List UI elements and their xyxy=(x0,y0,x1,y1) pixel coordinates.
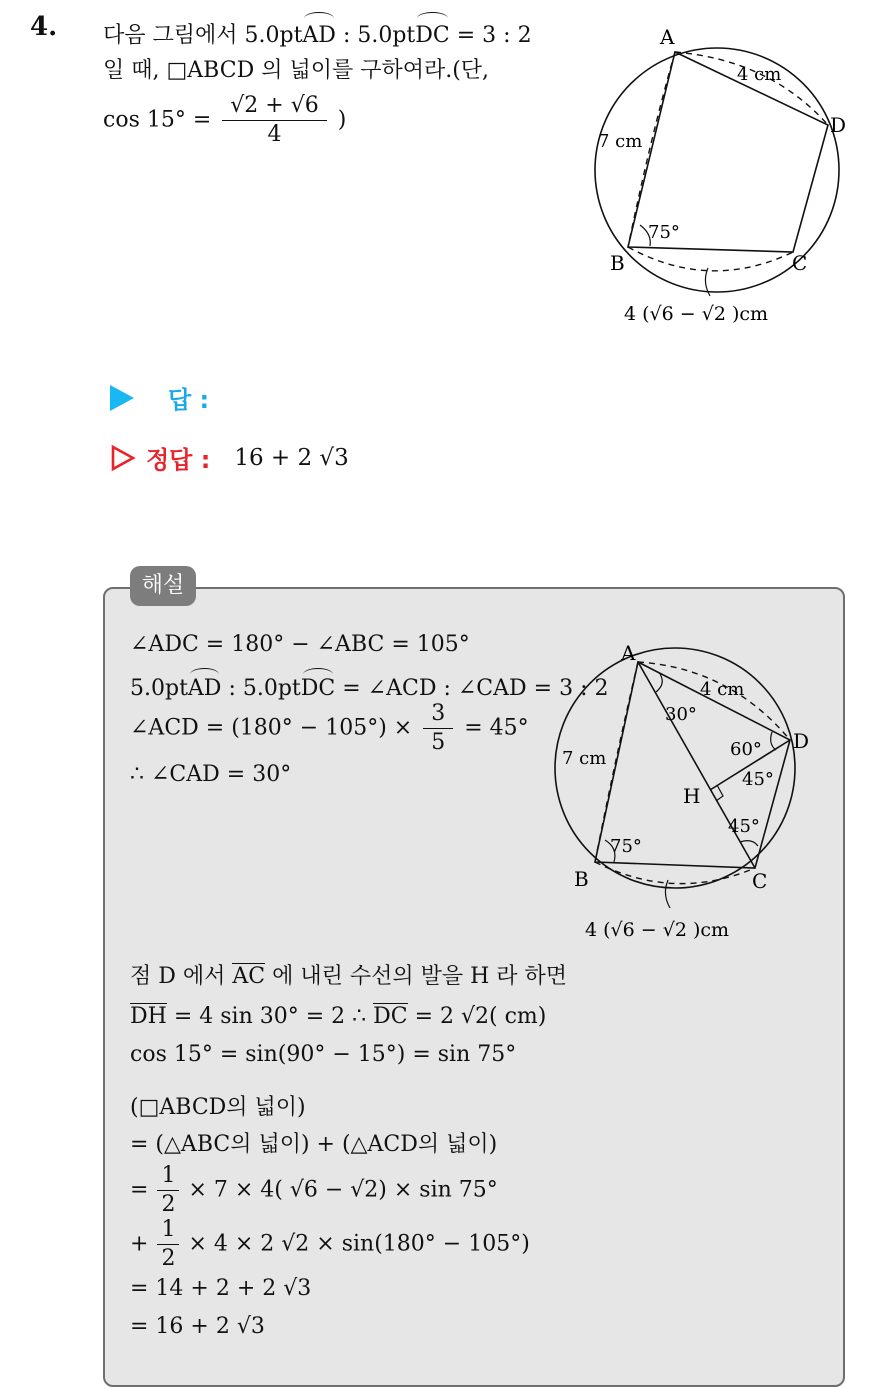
solution-line-10: = $\frac{1}{2}$ × 7 × 4( √6 − √2) × sin 75° xyxy=(130,1163,498,1217)
solution-line-7: cos 15° = sin(90° − 15°) = sin 75° xyxy=(130,1042,517,1067)
fig1-side-ad: 4 cm xyxy=(737,64,782,85)
correct-answer-label: 정답 : xyxy=(146,446,211,474)
question-number: 4. xyxy=(30,12,58,42)
fig1-angle-b: 75° xyxy=(648,222,680,243)
solution-line-8: (□ABCD의 넓이) xyxy=(130,1095,306,1120)
fig2-label-d: D xyxy=(793,729,810,753)
solution-line-2: 5.0ptAD : 5.0ptDC = ∠ACD : ∠CAD = 3 : 2 xyxy=(130,670,608,704)
solution-line-6: DH = 4 sin 30° = 2 ∴ DC = 2 √2( cm) xyxy=(130,1004,547,1029)
play-arrow-icon xyxy=(110,385,134,411)
question-text xyxy=(103,14,532,149)
fig1-label-a: A xyxy=(660,25,675,49)
correct-answer-row xyxy=(110,440,349,475)
fig1-label-c: C xyxy=(792,251,808,275)
solution-line-11: + $\frac{1}{2}$ × 4 × 2 √2 × sin(180° − 105°) xyxy=(130,1217,530,1271)
solution-line-1: ∠ADC = 180° − ∠ABC = 105° xyxy=(130,632,470,657)
fig2-angle-a: 30° xyxy=(665,704,697,725)
question-line-1: 다음 그림에서 5.0ptAD : 5.0ptDC = 3 : 2 xyxy=(103,14,532,53)
fig1-label-b: B xyxy=(610,251,625,275)
solution-line-13: = 16 + 2 √3 xyxy=(130,1314,265,1339)
fig2-angle-b: 75° xyxy=(610,836,642,857)
cos15-fraction: $\frac{√2 + √6}{4}$ xyxy=(222,92,326,149)
solution-line-4: ∴ ∠CAD = 30° xyxy=(130,762,292,787)
fig2-side-bc: 4 (√6 − √2 )cm xyxy=(585,919,730,941)
fig1-side-ab: 7 cm xyxy=(598,131,643,152)
fig2-angle-d: 60° xyxy=(730,739,762,760)
correct-answer-value: 16 + 2 √3 xyxy=(234,444,349,471)
fig2-label-b: B xyxy=(574,867,589,891)
solution-line-12: = 14 + 2 + 2 √3 xyxy=(130,1276,312,1301)
fig2-angle-d2: 45° xyxy=(742,769,774,790)
solution-line-3: ∠ACD = (180° − 105°) × $\frac{3}{5}$ = 45° xyxy=(130,701,529,755)
question-line-2: 일 때, □ABCD 의 넓이를 구하여라.(단, xyxy=(103,58,490,83)
fig2-side-ab: 7 cm xyxy=(562,748,607,769)
arc-dc: DC xyxy=(415,14,449,53)
fig1-side-bc: 4 (√6 − √2 )cm xyxy=(624,303,769,325)
fig1-label-d: D xyxy=(830,113,847,137)
arc-ad: AD xyxy=(302,14,336,53)
solution-line-9: = (△ABC의 넓이) + (△ACD의 넓이) xyxy=(130,1132,498,1157)
question-line-3: cos 15° = $\frac{√2 + √6}{4}$ ) xyxy=(103,93,347,147)
fig2-angle-c: 45° xyxy=(728,816,760,837)
answer-label: 답 : xyxy=(168,386,210,414)
outline-arrow-icon xyxy=(110,444,136,472)
fig2-side-ad: 4 cm xyxy=(700,679,745,700)
figure-quadrilateral-1 xyxy=(580,20,847,340)
fig2-label-c: C xyxy=(752,869,768,893)
solution-line-5: 점 D 에서 AC 에 내린 수선의 발을 H 라 하면 xyxy=(130,964,568,989)
solution-tab: 해설 xyxy=(130,566,196,606)
fig2-label-h: H xyxy=(683,784,701,808)
figure-quadrilateral-2 xyxy=(550,640,830,950)
fig2-label-a: A xyxy=(621,641,636,665)
answer-row xyxy=(110,380,209,415)
